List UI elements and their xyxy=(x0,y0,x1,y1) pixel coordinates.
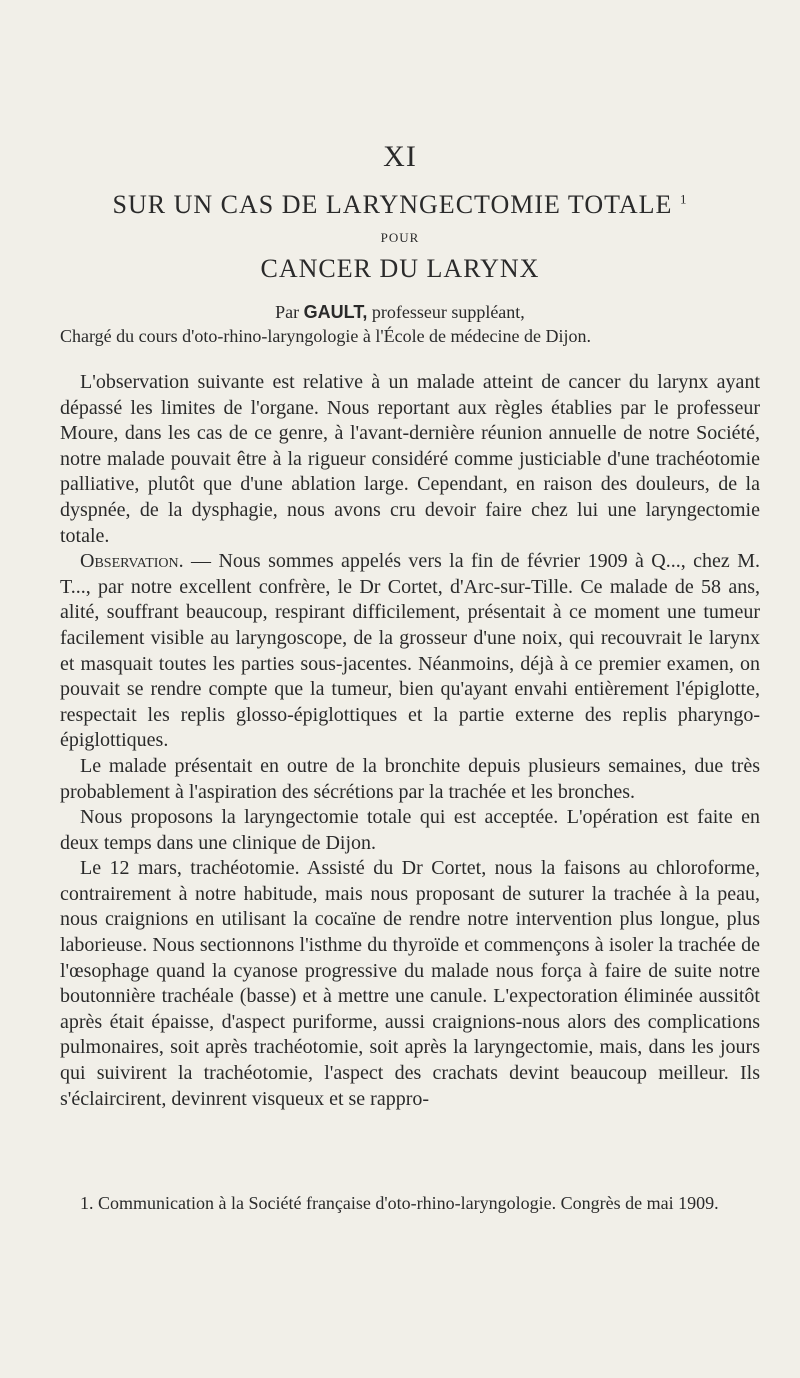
footnote-reference: 1 xyxy=(679,191,688,207)
author-affiliation: Chargé du cours d'oto-rhino-laryngologie à l'École de médecine de Dijon. xyxy=(60,326,591,346)
chapter-number: XI xyxy=(383,140,417,173)
title-connector: POUR xyxy=(380,230,420,245)
paragraph: Nous proposons la laryngectomie totale qui est acceptée. L'opération est faite en deux temps dans une clinique de Dijon. xyxy=(60,806,760,854)
footnote: 1. Communication à la Société française d'oto-rhino-laryngologie. Congrès de mai 1909. xyxy=(80,1193,719,1213)
article-title-text: SUR UN CAS DE LARYNGECTOMIE TOTALE xyxy=(112,190,673,219)
byline-prefix: Par xyxy=(275,302,300,322)
observation-label: Observation. xyxy=(80,550,184,573)
paragraph xyxy=(60,549,760,754)
article-body xyxy=(60,370,760,1112)
author-name: GAULT, xyxy=(303,302,368,322)
article-title xyxy=(0,190,800,220)
article-subtitle: CANCER DU LARYNX xyxy=(260,254,540,283)
byline xyxy=(0,302,800,323)
paragraph: Le 12 mars, trachéotomie. Assisté du Dr Cortet, nous la faisons au chloroforme, contrairement à notre habitude, mais nous proposant de suturer la trachée à la peau, nous craignions en utilisant la cocaïne de rendre notre intervention plus longue, plus laborieuse. Nous sectionnons l'isthme du thyroïde et commençons à isoler la trachée de l'œsophage quand la cyanose progressive du malade nous força à faire de suite notre boutonnière trachéale (basse) et à mettre une canule. L'expectoration éliminée aussitôt après était épaisse, d'aspect puriforme, aussi craignions-nous alors des complications pulmonaires, soit après trachéotomie, soit après la laryngectomie, mais, dans les jours qui suivirent la trachéotomie, l'aspect des crachats devint beaucoup meilleur. Ils s'éclaircirent, devinrent visqueux et se rappro- xyxy=(60,857,760,1110)
paragraph: L'observation suivante est relative à un malade atteint de cancer du larynx ayant dépassé les limites de l'organe. Nous reportant aux règles établies par le professeur Moure, dans les cas de ce genre, à l'avant-dernière réunion annuelle de notre Société, notre malade pouvait être à la rigueur considéré comme justiciable d'une trachéotomie palliative, plutôt que d'une ablation large. Cependant, en raison des douleurs, de la dyspnée, de la dysphagie, nous avons cru devoir faire chez lui une laryngectomie totale. xyxy=(60,371,760,547)
observation-text: — Nous sommes appelés vers la fin de février 1909 à Q..., chez M. T..., par notre excellent confrère, le Dr Cortet, d'Arc-sur-Tille. Ce malade de 58 ans, alité, souffrant beaucoup, respirant difficilement, présentait à ce moment une tumeur facilement visible au laryngoscope, de la grosseur d'une noix, qui recouvrait le larynx et masquait toutes les parties sous-jacentes. Néanmoins, déjà à ce premier examen, on pouvait se rendre compte que la tumeur, bien qu'ayant envahi entièrement l'épiglotte, respectait les replis glosso-épiglottiques et la partie externe des replis pharyngo-épiglottiques. xyxy=(60,550,760,752)
author-role: professeur suppléant, xyxy=(371,302,525,322)
paragraph: Le malade présentait en outre de la bronchite depuis plusieurs semaines, due très probablement à l'aspiration des sécrétions par la trachée et les bronches. xyxy=(60,754,760,803)
